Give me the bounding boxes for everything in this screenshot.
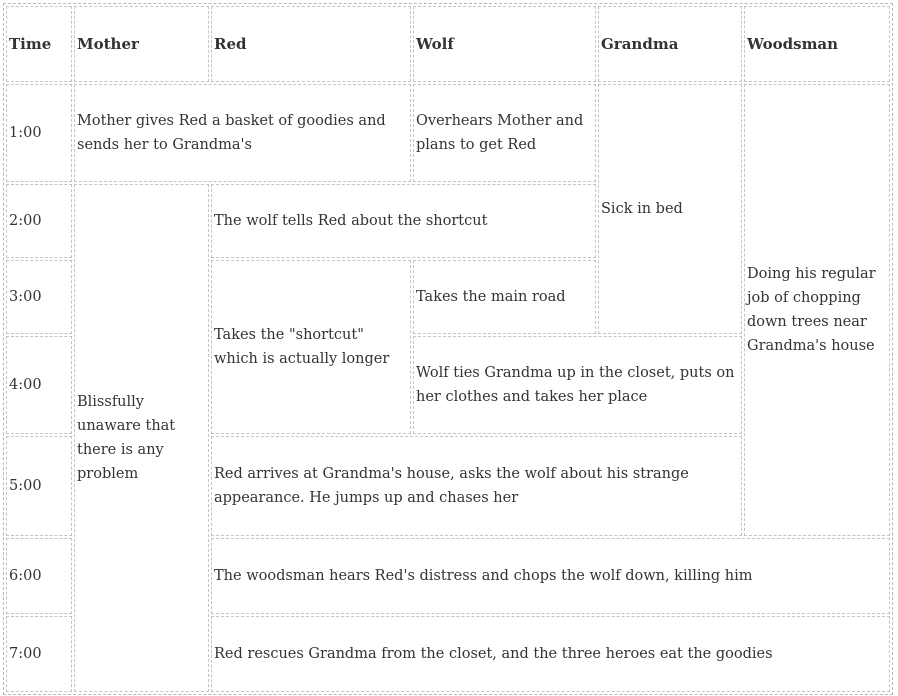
header-woodsman: Woodsman bbox=[744, 6, 890, 82]
story-timeline-table bbox=[3, 3, 893, 695]
header-row bbox=[6, 6, 890, 82]
mother-2-cell: Blissfully unaware that there is any problem bbox=[74, 184, 209, 692]
time-cell: 3:00 bbox=[6, 260, 72, 334]
header-grandma: Grandma bbox=[598, 6, 742, 82]
row-7-cell: Red rescues Grandma from the closet, and the three heroes eat the goodies bbox=[211, 616, 890, 692]
header-time: Time bbox=[6, 6, 72, 82]
table-row bbox=[6, 84, 890, 182]
wolf-1-cell: Overhears Mother and plans to get Red bbox=[413, 84, 596, 182]
time-cell: 5:00 bbox=[6, 436, 72, 536]
row-6-cell: The woodsman hears Red's distress and chops the wolf down, killing him bbox=[211, 538, 890, 614]
time-cell: 7:00 bbox=[6, 616, 72, 692]
header-wolf: Wolf bbox=[413, 6, 596, 82]
time-cell: 1:00 bbox=[6, 84, 72, 182]
time-cell: 2:00 bbox=[6, 184, 72, 258]
red-3-cell: Takes the "shortcut" which is actually longer bbox=[211, 260, 411, 434]
red-wolf-2-cell: The wolf tells Red about the shortcut bbox=[211, 184, 596, 258]
red-5-cell: Red arrives at Grandma's house, asks the wolf about his strange appearance. He jumps up and chases her bbox=[211, 436, 742, 536]
wolf-3-cell: Takes the main road bbox=[413, 260, 596, 334]
wolf-grandma-4-cell: Wolf ties Grandma up in the closet, puts on her clothes and takes her place bbox=[413, 336, 742, 434]
mother-1-cell: Mother gives Red a basket of goodies and sends her to Grandma's bbox=[74, 84, 411, 182]
grandma-1-cell: Sick in bed bbox=[598, 84, 742, 334]
woodsman-1-cell: Doing his regular job of chopping down trees near Grandma's house bbox=[744, 84, 890, 536]
time-cell: 6:00 bbox=[6, 538, 72, 614]
time-cell: 4:00 bbox=[6, 336, 72, 434]
header-mother: Mother bbox=[74, 6, 209, 82]
header-red: Red bbox=[211, 6, 411, 82]
